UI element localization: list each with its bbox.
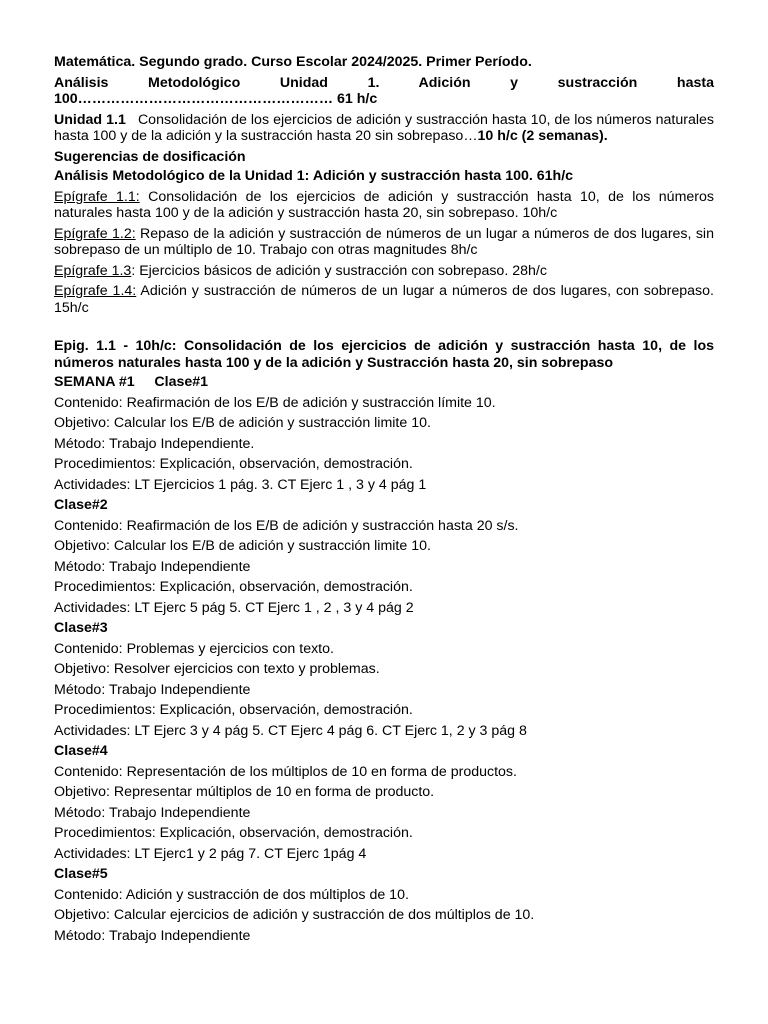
epigraph-section-heading: Epig. 1.1 - 10h/c: Consolidación de los ejercicios de adición y sustracción hasta 10, de los números naturales hasta 100 y de la adición y Sustracción hasta 20, sin sobrepaso bbox=[54, 338, 714, 371]
class-block bbox=[54, 497, 714, 616]
epigraph-label: Epígrafe 1.3 bbox=[54, 262, 132, 279]
epigraph-label: Epígrafe 1.1: bbox=[54, 188, 140, 205]
class-procedures: Procedimientos: Explicación, observación, demostración. bbox=[54, 579, 413, 595]
class-content: Contenido: Representación de los múltiplos de 10 en forma de productos. bbox=[54, 763, 517, 780]
class-method: Método: Trabajo Independiente bbox=[54, 927, 251, 944]
epigraph-item bbox=[54, 189, 714, 222]
epigraph-label: Epígrafe 1.2: bbox=[54, 225, 136, 242]
epigraph-text: Consolidación de los ejercicios de adición y sustracción hasta 10, de los números naturales hasta 100 y de la adición y sustracción hasta 20, sin sobrepaso. 10h/c bbox=[54, 188, 714, 221]
analysis-line-2: 100……………………………………………… 61 h/c bbox=[54, 91, 378, 107]
class-content: Contenido: Reafirmación de los E/B de adición y sustracción límite 10. bbox=[54, 394, 496, 411]
epigraph-item bbox=[54, 226, 714, 259]
class-method: Método: Trabajo Independiente bbox=[54, 804, 251, 821]
epigraph-item bbox=[54, 263, 714, 280]
class-block bbox=[54, 743, 714, 862]
dosification-subheading: Análisis Metodológico de la Unidad 1: Adición y sustracción hasta 100. 61h/c bbox=[54, 168, 574, 184]
class-objective: Objetivo: Calcular los E/B de adición y sustracción limite 10. bbox=[54, 538, 431, 554]
class-procedures: Procedimientos: Explicación, observación, demostración. bbox=[54, 702, 413, 718]
unit-hours: 10 h/c (2 semanas). bbox=[477, 128, 608, 144]
class-objective: Objetivo: Representar múltiplos de 10 en forma de producto. bbox=[54, 784, 435, 800]
class-activities: Actividades: LT Ejerc 3 y 4 pág 5. CT Ejerc 4 pág 6. CT Ejerc 1, 2 y 3 pág 8 bbox=[54, 722, 527, 739]
class-objective: Objetivo: Calcular ejercicios de adición y sustracción de dos múltiplos de 10. bbox=[54, 907, 535, 923]
week-label: SEMANA #1 bbox=[54, 374, 135, 390]
class-content: Contenido: Reafirmación de los E/B de adición y sustracción hasta 20 s/s. bbox=[54, 517, 519, 534]
document-page bbox=[54, 54, 714, 944]
analysis-line-1: Análisis Metodológico Unidad 1. Adición y sustracción hasta bbox=[54, 74, 714, 91]
epigraph-text: Adición y sustracción de números de un lugar a números de dos lugares, con sobrepaso. 15h/c bbox=[54, 283, 714, 316]
class-block bbox=[54, 395, 714, 494]
blank-line bbox=[54, 316, 714, 334]
class-block bbox=[54, 866, 714, 944]
unit-text: Consolidación de los ejercicios de adición y sustracción hasta 10, de los números naturales hasta 100 y de la adición y la sustracción hasta 20 sin sobrepaso… bbox=[54, 111, 714, 144]
class-objective: Objetivo: Calcular los E/B de adición y sustracción limite 10. bbox=[54, 415, 431, 431]
class-procedures: Procedimientos: Explicación, observación, demostración. bbox=[54, 456, 413, 472]
class-title: Clase#2 bbox=[54, 497, 108, 513]
class-method: Método: Trabajo Independiente. bbox=[54, 435, 255, 452]
class-title: Clase#4 bbox=[54, 743, 108, 759]
class-title: Clase#3 bbox=[54, 620, 108, 636]
class-title: Clase#1 bbox=[154, 374, 209, 390]
class-method: Método: Trabajo Independiente bbox=[54, 558, 251, 575]
week-and-class-heading bbox=[54, 374, 714, 391]
epigraph-label: Epígrafe 1.4: bbox=[54, 283, 137, 299]
epigraph-text: Repaso de la adición y sustracción de números de un lugar a números de dos lugares, sin sobrepaso de un múltiplo de 10. Trabajo con otras magnitudes 8h/c bbox=[54, 225, 714, 258]
class-objective: Objetivo: Resolver ejercicios con texto y problemas. bbox=[54, 661, 380, 677]
class-block bbox=[54, 620, 714, 739]
unit-paragraph bbox=[54, 112, 714, 145]
class-content: Contenido: Problemas y ejercicios con texto. bbox=[54, 640, 334, 657]
epigraph-item bbox=[54, 283, 714, 316]
class-activities: Actividades: LT Ejerc 5 pág 5. CT Ejerc 1 , 2 , 3 y 4 pág 2 bbox=[54, 599, 414, 616]
unit-label: Unidad 1.1 bbox=[54, 111, 126, 128]
class-activities: Actividades: LT Ejercicios 1 pág. 3. CT Ejerc 1 , 3 y 4 pág 1 bbox=[54, 476, 427, 493]
class-method: Método: Trabajo Independiente bbox=[54, 681, 251, 698]
epigraph-text: : Ejercicios básicos de adición y sustracción con sobrepaso. 28h/c bbox=[131, 262, 547, 279]
class-procedures: Procedimientos: Explicación, observación, demostración. bbox=[54, 825, 413, 841]
class-title: Clase#5 bbox=[54, 866, 108, 882]
dosification-heading: Sugerencias de dosificación bbox=[54, 148, 246, 165]
document-title: Matemática. Segundo grado. Curso Escolar 2024/2025. Primer Período. bbox=[54, 54, 532, 70]
class-activities: Actividades: LT Ejerc1 y 2 pág 7. CT Ejerc 1pág 4 bbox=[54, 845, 367, 862]
class-content: Contenido: Adición y sustracción de dos múltiplos de 10. bbox=[54, 886, 409, 903]
